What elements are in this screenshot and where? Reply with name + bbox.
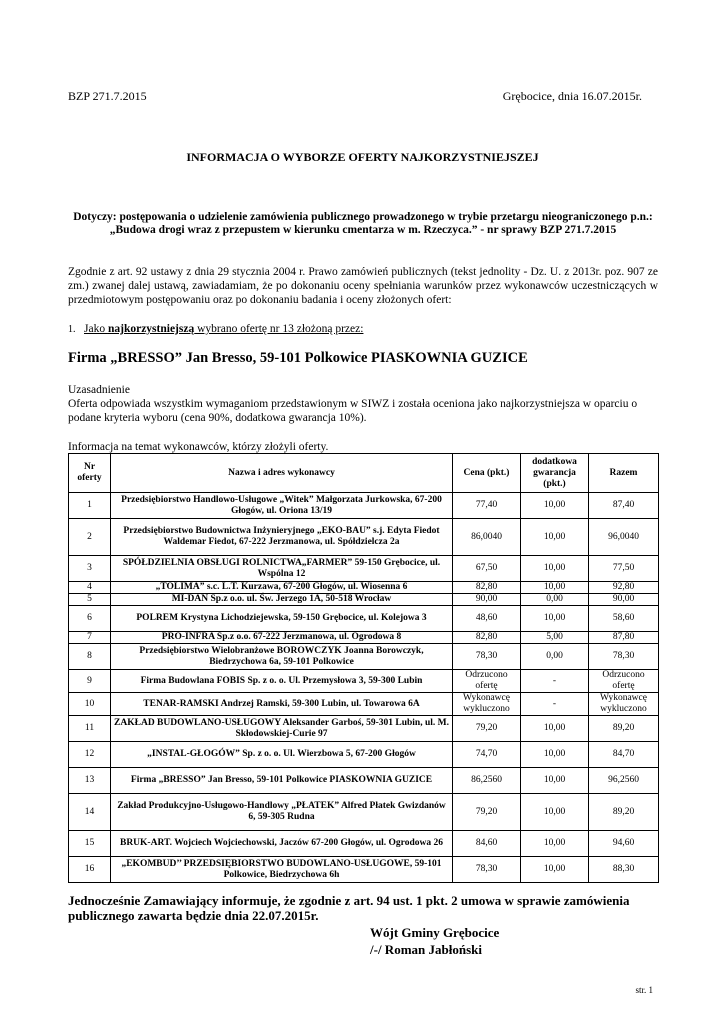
- cell-warranty: 10,00: [521, 493, 589, 519]
- table-row: [69, 556, 659, 582]
- justification-label: Uzasadnienie: [68, 384, 130, 396]
- cell-name: „TOLIMA” s.c. L.T. Kurzawa, 67-200 Głogów, ul. Wiosenna 6: [111, 582, 453, 594]
- cell-warranty: 10,00: [521, 519, 589, 556]
- cell-nr: 13: [69, 768, 111, 794]
- cell-warranty: -: [521, 670, 589, 693]
- list-number: 1.: [68, 324, 76, 335]
- cell-total: 87,40: [589, 493, 659, 519]
- cell-warranty: 10,00: [521, 831, 589, 857]
- cell-price: 79,20: [453, 794, 521, 831]
- cell-name: PRO-INFRA Sp.z o.o. 67-222 Jerzmanowa, ul. Ogrodowa 8: [111, 632, 453, 644]
- cell-price: Odrzucono ofertę: [453, 670, 521, 693]
- cell-warranty: 10,00: [521, 582, 589, 594]
- page-number: str. 1: [635, 985, 653, 995]
- table-row: [69, 742, 659, 768]
- cell-total: 89,20: [589, 716, 659, 742]
- table-caption: Informacja na temat wykonawców, którzy złożyli oferty.: [68, 441, 329, 453]
- cell-name: Przedsiębiorstwo Handlowo-Usługowe „Witek” Małgorzata Jurkowska, 67-200 Głogów, ul. Oriona 13/19: [111, 493, 453, 519]
- cell-price: 48,60: [453, 606, 521, 632]
- header-total: Razem: [589, 454, 659, 493]
- cell-price: 82,80: [453, 582, 521, 594]
- selection-statement: [68, 323, 363, 335]
- cell-nr: 15: [69, 831, 111, 857]
- cell-warranty: 10,00: [521, 768, 589, 794]
- cell-price: 78,30: [453, 857, 521, 883]
- table-row: [69, 606, 659, 632]
- cell-name: Przedsiębiorstwo Budownictwa Inżynieryjnego „EKO-BAU” s.j. Edyta Fiedot Waldemar Fiedot, 67-222 Jerzmanowa, ul. Spółdzielcza 2a: [111, 519, 453, 556]
- table-row: [69, 493, 659, 519]
- signature-name: /-/ Roman Jabłoński: [370, 942, 482, 957]
- cell-nr: 3: [69, 556, 111, 582]
- table-row: [69, 831, 659, 857]
- table-row: [69, 857, 659, 883]
- offers-table: [68, 453, 659, 883]
- cell-total: 92,80: [589, 582, 659, 594]
- cell-nr: 12: [69, 742, 111, 768]
- cell-nr: 7: [69, 632, 111, 644]
- selection-post: wybrano ofertę nr 13 złożoną przez:: [194, 323, 364, 335]
- cell-name: MI-DAN Sp.z o.o. ul. Św. Jerzego 1A, 50-518 Wrocław: [111, 594, 453, 606]
- cell-name: Firma Budowlana FOBIS Sp. z o. o. Ul. Przemysłowa 3, 59-300 Lubin: [111, 670, 453, 693]
- cell-name: „INSTAL-GŁOGÓW” Sp. z o. o. Ul. Wierzbowa 5, 67-200 Głogów: [111, 742, 453, 768]
- cell-total: 84,70: [589, 742, 659, 768]
- final-notice: Jednocześnie Zamawiający informuje, że zgodnie z art. 94 ust. 1 pkt. 2 umowa w sprawie zamówienia publicznego zawarta będzie dnia 22.07.2015r.: [68, 893, 630, 923]
- cell-nr: 1: [69, 493, 111, 519]
- cell-nr: 14: [69, 794, 111, 831]
- cell-nr: 6: [69, 606, 111, 632]
- cell-price: 82,80: [453, 632, 521, 644]
- header-price: Cena (pkt.): [453, 454, 521, 493]
- cell-name: „EKOMBUD’’ PRZEDSIĘBIORSTWO BUDOWLANO-USŁUGOWE, 59-101 Polkowice, Biedrzychowa 6h: [111, 857, 453, 883]
- cell-total: 94,60: [589, 831, 659, 857]
- header-nr: Nr oferty: [69, 454, 111, 493]
- selection-bold: najkorzystniejszą: [107, 323, 195, 335]
- table-row: [69, 594, 659, 606]
- cell-nr: 4: [69, 582, 111, 594]
- cell-warranty: -: [521, 693, 589, 716]
- cell-price: 90,00: [453, 594, 521, 606]
- cell-warranty: 10,00: [521, 556, 589, 582]
- cell-total: 87,80: [589, 632, 659, 644]
- cell-name: Firma „BRESSO” Jan Bresso, 59-101 Polkowice PIASKOWNIA GUZICE: [111, 768, 453, 794]
- cell-warranty: 0,00: [521, 644, 589, 670]
- cell-name: TENAR-RAMSKI Andrzej Ramski, 59-300 Lubin, ul. Towarowa 6A: [111, 693, 453, 716]
- reference-number: BZP 271.7.2015: [68, 89, 147, 103]
- cell-price: 84,60: [453, 831, 521, 857]
- cell-price: Wykonawcę wykluczono: [453, 693, 521, 716]
- cell-name: POLREM Krystyna Lichodziejewska, 59-150 Grębocice, ul. Kolejowa 3: [111, 606, 453, 632]
- cell-total: 96,0040: [589, 519, 659, 556]
- cell-total: 78,30: [589, 644, 659, 670]
- cell-nr: 11: [69, 716, 111, 742]
- cell-price: 77,40: [453, 493, 521, 519]
- cell-total: 89,20: [589, 794, 659, 831]
- cell-total: 90,00: [589, 594, 659, 606]
- cell-total: 58,60: [589, 606, 659, 632]
- cell-warranty: 10,00: [521, 742, 589, 768]
- cell-nr: 16: [69, 857, 111, 883]
- cell-warranty: 5,00: [521, 632, 589, 644]
- intro-paragraph: Zgodnie z art. 92 ustawy z dnia 29 stycznia 2004 r. Prawo zamówień publicznych (tekst jednolity - Dz. U. z 2013r. poz. 907 ze zm.) zwanej dalej ustawą, zawiadamiam, że po dokonaniu oceny spełniania warunków przez wykonawców uczestniczących w przedmiotowym postępowaniu oraz po dokonaniu badania i oceny złożonych ofert:: [68, 266, 658, 306]
- cell-price: 74,70: [453, 742, 521, 768]
- cell-total: 96,2560: [589, 768, 659, 794]
- cell-total: 88,30: [589, 857, 659, 883]
- cell-warranty: 10,00: [521, 857, 589, 883]
- table-row: [69, 670, 659, 693]
- cell-total: Odrzucono ofertę: [589, 670, 659, 693]
- table-header-row: [69, 454, 659, 493]
- table-row: [69, 693, 659, 716]
- justification: [68, 383, 658, 425]
- cell-name: BRUK-ART. Wojciech Wojciechowski, Jaczów 67-200 Głogów, ul. Ogrodowa 26: [111, 831, 453, 857]
- signature-title: Wójt Gminy Grębocice: [370, 925, 500, 940]
- cell-price: 86,2560: [453, 768, 521, 794]
- cell-nr: 5: [69, 594, 111, 606]
- cell-price: 79,20: [453, 716, 521, 742]
- winning-firm: Firma „BRESSO” Jan Bresso, 59-101 Polkowice PIASKOWNIA GUZICE: [68, 350, 528, 366]
- cell-price: 67,50: [453, 556, 521, 582]
- selection-pre: Jako: [84, 323, 108, 335]
- cell-nr: 8: [69, 644, 111, 670]
- table-row: [69, 644, 659, 670]
- cell-warranty: 10,00: [521, 794, 589, 831]
- table-row: [69, 794, 659, 831]
- table-row: [69, 716, 659, 742]
- cell-warranty: 10,00: [521, 606, 589, 632]
- table-row: [69, 519, 659, 556]
- subject-paragraph: Dotyczy: postępowania o udzielenie zamówienia publicznego prowadzonego w trybie przetargu nieograniczonego p.n.: „Budowa drogi wraz z przepustem w kierunku cmentarza w m. Rzeczyca.” - nr sprawy BZP 271.7.2015: [73, 211, 653, 236]
- table-row: [69, 582, 659, 594]
- cell-total: 77,50: [589, 556, 659, 582]
- selection-text: [84, 323, 363, 335]
- cell-name: SPÓŁDZIELNIA OBSŁUGI ROLNICTWA„FARMER” 59-150 Grębocice, ul. Wspólna 12: [111, 556, 453, 582]
- cell-price: 78,30: [453, 644, 521, 670]
- document-title: INFORMACJA O WYBORZE OFERTY NAJKORZYSTNIEJSZEJ: [186, 150, 539, 164]
- cell-warranty: 10,00: [521, 716, 589, 742]
- header-warranty: dodatkowa gwarancja (pkt.): [521, 454, 589, 493]
- table-row: [69, 632, 659, 644]
- document-date: Grębocice, dnia 16.07.2015r.: [502, 89, 642, 103]
- cell-name: ZAKŁAD BUDOWLANO-USŁUGOWY Aleksander Garboś, 59-301 Lubin, ul. M. Skłodowskiej-Curie 97: [111, 716, 453, 742]
- cell-price: 86,0040: [453, 519, 521, 556]
- cell-name: Zakład Produkcyjno-Usługowo-Handlowy „PŁATEK” Alfred Płatek Gwizdanów 6, 59-305 Rudna: [111, 794, 453, 831]
- cell-nr: 9: [69, 670, 111, 693]
- cell-total: Wykonawcę wykluczono: [589, 693, 659, 716]
- table-body: [69, 493, 659, 883]
- cell-nr: 10: [69, 693, 111, 716]
- cell-name: Przedsiębiorstwo Wielobranżowe BOROWCZYK Joanna Borowczyk, Biedrzychowa 6a, 59-101 Polkowice: [111, 644, 453, 670]
- justification-text: Oferta odpowiada wszystkim wymaganiom przedstawionym w SIWZ i została oceniona jako najkorzystniejsza w oparciu o podane kryteria wyboru (cena 90%, dodatkowa gwarancja 10%).: [68, 398, 638, 424]
- table-row: [69, 768, 659, 794]
- cell-warranty: 0,00: [521, 594, 589, 606]
- cell-nr: 2: [69, 519, 111, 556]
- header-name: Nazwa i adres wykonawcy: [111, 454, 453, 493]
